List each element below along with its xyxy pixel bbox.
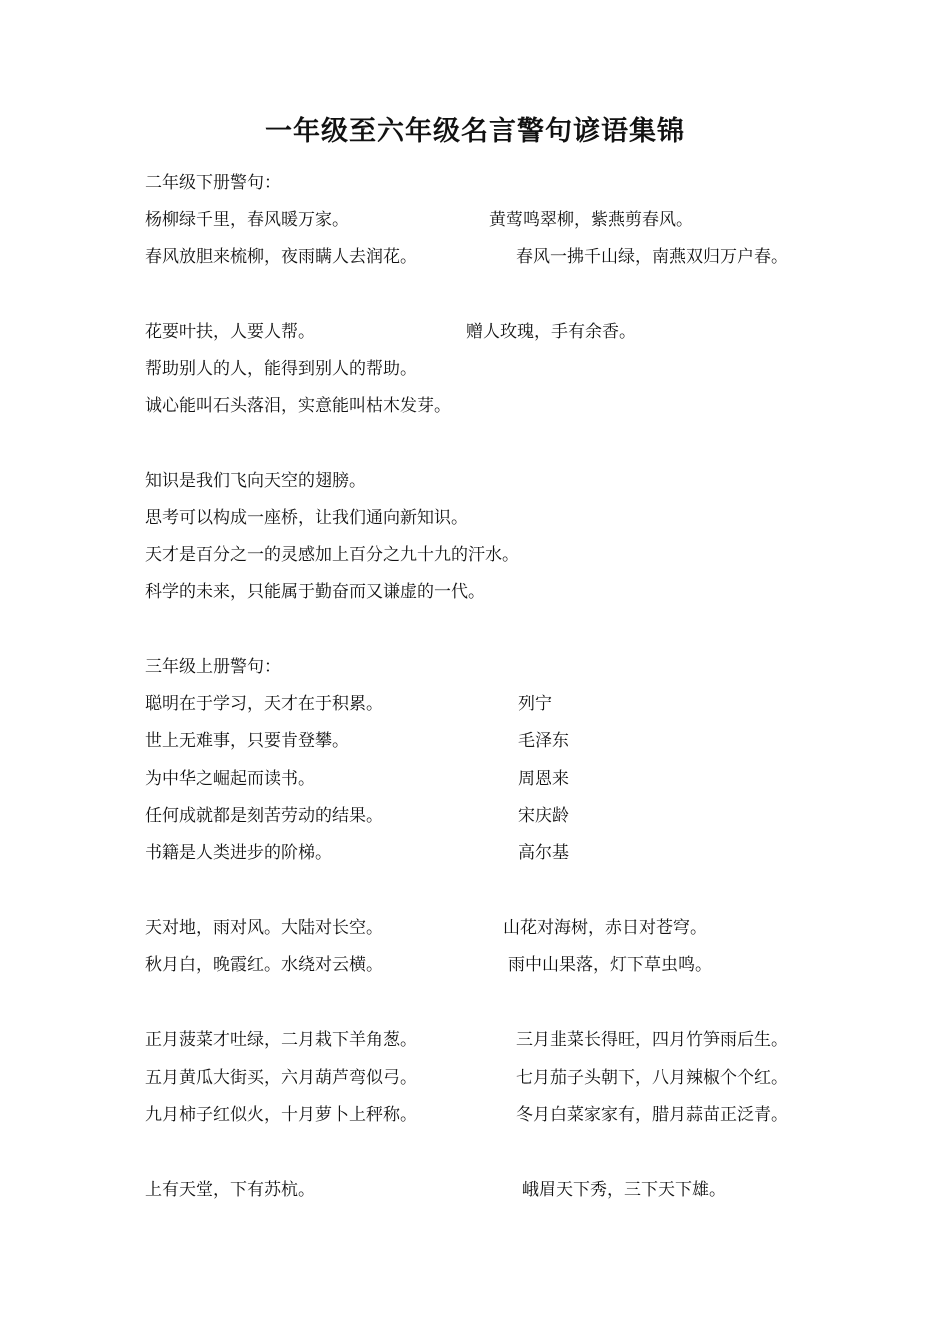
proverb-left: 花要叶扶，人要人帮。 — [145, 322, 315, 342]
page-title: 一年级至六年级名言警句谚语集锦 — [265, 116, 685, 147]
couplet-left: 秋月白，晚霞红。水绕对云横。 — [145, 955, 383, 975]
quote-text: 任何成就都是刻苦劳动的结果。 — [145, 806, 383, 826]
proverb-right: 峨眉天下秀，三下天下雄。 — [522, 1180, 726, 1200]
proverb-right: 黄莺鸣翠柳，紫燕剪春风。 — [489, 210, 693, 230]
proverb-left: 上有天堂，下有苏杭。 — [145, 1180, 315, 1200]
proverb-line: 知识是我们飞向天空的翅膀。 — [145, 471, 366, 491]
month-proverb-left: 五月黄瓜大街买，六月葫芦弯似弓。 — [145, 1068, 417, 1088]
month-proverb-left: 正月菠菜才吐绿，二月栽下羊角葱。 — [145, 1030, 417, 1050]
quote-text: 聪明在于学习，天才在于积累。 — [145, 694, 383, 714]
month-proverb-right: 七月茄子头朝下，八月辣椒个个红。 — [516, 1068, 788, 1088]
couplet-left: 天对地，雨对风。大陆对长空。 — [145, 918, 383, 938]
couplet-right: 雨中山果落，灯下草虫鸣。 — [508, 955, 712, 975]
month-proverb-left: 九月柿子红似火，十月萝卜上秤称。 — [145, 1105, 417, 1125]
quote-author: 高尔基 — [518, 843, 569, 863]
proverb-line: 天才是百分之一的灵感加上百分之九十九的汗水。 — [145, 545, 519, 565]
quote-text: 世上无难事，只要肯登攀。 — [145, 731, 349, 751]
quote-text: 为中华之崛起而读书。 — [145, 769, 315, 789]
month-proverb-right: 冬月白菜家家有，腊月蒜苗正泛青。 — [516, 1105, 788, 1125]
quote-text: 书籍是人类进步的阶梯。 — [145, 843, 332, 863]
proverb-line: 科学的未来，只能属于勤奋而又谦虚的一代。 — [145, 582, 485, 602]
quote-author: 周恩来 — [518, 769, 569, 789]
month-proverb-right: 三月韭菜长得旺，四月竹笋雨后生。 — [516, 1030, 788, 1050]
proverb-line: 帮助别人的人，能得到别人的帮助。 — [145, 359, 417, 379]
section-heading-grade3: 三年级上册警句： — [145, 657, 281, 677]
quote-author: 宋庆龄 — [518, 806, 569, 826]
proverb-line: 思考可以构成一座桥，让我们通向新知识。 — [145, 508, 468, 528]
proverb-line: 诚心能叫石头落泪，实意能叫枯木发芽。 — [145, 396, 451, 416]
proverb-right: 春风一拂千山绿，南燕双归万户春。 — [516, 247, 788, 267]
proverb-right: 赠人玫瑰，手有余香。 — [466, 322, 636, 342]
proverb-left: 杨柳绿千里，春风暖万家。 — [145, 210, 349, 230]
section-heading-grade2: 二年级下册警句： — [145, 173, 281, 193]
proverb-left: 春风放胆来梳柳，夜雨瞒人去润花。 — [145, 247, 417, 267]
quote-author: 毛泽东 — [518, 731, 569, 751]
couplet-right: 山花对海树，赤日对苍穹。 — [503, 918, 707, 938]
quote-author: 列宁 — [518, 694, 552, 714]
